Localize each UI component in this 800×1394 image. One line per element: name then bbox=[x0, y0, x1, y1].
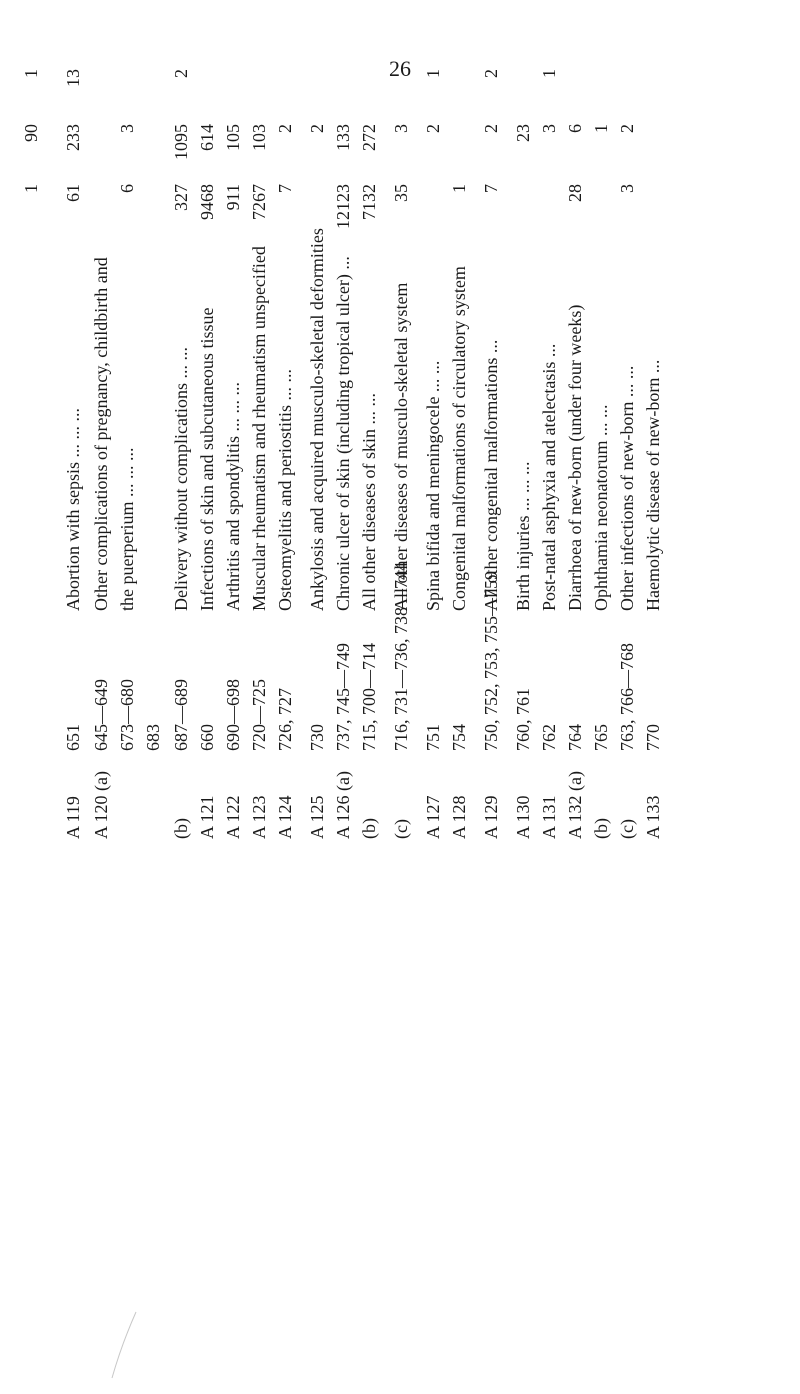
row-range: 770 bbox=[643, 724, 663, 751]
row-name: Abortion with sepsis ... ... ... bbox=[63, 407, 83, 611]
row-range: 737, 745—749 bbox=[333, 643, 353, 751]
row-code: (b) bbox=[171, 818, 191, 839]
row-range: 760, 761 bbox=[513, 688, 533, 751]
row-name: Ankylosis and acquired musculo-skeletal deformities bbox=[307, 228, 327, 611]
row-count-3: 2 bbox=[171, 69, 191, 78]
row-name: All other diseases of musculo-skeletal system bbox=[391, 282, 411, 611]
row-count-1: 12123 bbox=[333, 184, 353, 229]
row-name: All other congenital malformations ... bbox=[481, 339, 501, 611]
row-count-1: 1 bbox=[449, 184, 469, 193]
row-range: 765 bbox=[591, 724, 611, 751]
row-range: 726, 727 bbox=[275, 688, 295, 751]
row-range: 716, 731—736, 738—744 bbox=[391, 562, 411, 751]
row-count-2: 23 bbox=[513, 124, 533, 142]
pen-mark-icon bbox=[110, 1310, 138, 1380]
row-range: 730 bbox=[307, 724, 327, 751]
row-name: Other complications of pregnancy, childbirth and bbox=[91, 257, 111, 611]
row-range: 687—689 bbox=[171, 679, 191, 751]
row-range: 683 bbox=[143, 724, 163, 751]
row-code: A 130 bbox=[513, 795, 533, 839]
morbidity-table bbox=[0, 39, 800, 839]
row-count-2: 3 bbox=[391, 124, 411, 133]
row-range: 651 bbox=[63, 724, 83, 751]
row-count-1: 7 bbox=[481, 184, 501, 193]
row-count-3: 1 bbox=[539, 69, 559, 78]
row-code: A 127 bbox=[423, 795, 443, 839]
row-count-2: 2 bbox=[275, 124, 295, 133]
row-count-2: 1095 bbox=[171, 124, 191, 160]
row-range: 762 bbox=[539, 724, 559, 751]
row-count-2: 105 bbox=[223, 124, 243, 151]
row-name: Birth injuries ... ... ... bbox=[513, 461, 533, 611]
row-range: 750, 752, 753, 755—759 bbox=[481, 571, 501, 751]
row-code: A 124 bbox=[275, 795, 295, 839]
row-name: Chronic ulcer of skin (including tropical ulcer) ... bbox=[333, 256, 353, 611]
row-code: (b) bbox=[359, 818, 379, 839]
row-count-1: 7 bbox=[275, 184, 295, 193]
row-count-2: 1 bbox=[591, 124, 611, 133]
row-range: 673—680 bbox=[117, 679, 137, 751]
row-code: (c) bbox=[617, 819, 637, 839]
row-name: Other infections of new-born ... ... bbox=[617, 365, 637, 611]
row-name: Spina bifida and meningocele ... ... bbox=[423, 360, 443, 611]
row-code: (b) bbox=[591, 818, 611, 839]
row-name: Osteomyelitis and periostitis ... ... bbox=[275, 369, 295, 611]
row-code: A 126 (a) bbox=[333, 771, 353, 839]
row-count-3: 2 bbox=[481, 69, 501, 78]
row-name: Post-natal asphyxia and atelectasis ... bbox=[539, 343, 559, 611]
row-count-2: 3 bbox=[117, 124, 137, 133]
row-name: Delivery without complications ... ... bbox=[171, 347, 191, 611]
row-count-1: 911 bbox=[223, 184, 243, 211]
row-name: Haemolytic disease of new-born ... bbox=[643, 359, 663, 611]
row-code: A 122 bbox=[223, 795, 243, 839]
row-count-2: 103 bbox=[249, 124, 269, 151]
header-n3: 1 bbox=[21, 69, 41, 78]
row-count-2: 2 bbox=[423, 124, 443, 133]
row-count-1: 327 bbox=[171, 184, 191, 211]
row-name: Congenital malformations of circulatory system bbox=[449, 266, 469, 611]
row-code: A 123 bbox=[249, 795, 269, 839]
row-count-1: 7132 bbox=[359, 184, 379, 220]
row-count-3: 13 bbox=[63, 69, 83, 87]
row-code: A 132 (a) bbox=[565, 771, 585, 839]
row-range: 645—649 bbox=[91, 679, 111, 751]
row-count-1: 28 bbox=[565, 184, 585, 202]
row-count-1: 61 bbox=[63, 184, 83, 202]
row-code: A 125 bbox=[307, 795, 327, 839]
page-number: 26 bbox=[389, 56, 411, 81]
row-name: Muscular rheumatism and rheumatism unspecified bbox=[249, 246, 269, 611]
row-count-2: 6 bbox=[565, 124, 585, 133]
row-name: Infections of skin and subcutaneous tissue bbox=[197, 307, 217, 611]
row-name: Arthritis and spondylitis ... ... ... bbox=[223, 382, 243, 611]
row-count-2: 2 bbox=[307, 124, 327, 133]
row-range: 720—725 bbox=[249, 679, 269, 751]
row-count-1: 6 bbox=[117, 184, 137, 193]
row-count-2: 2 bbox=[481, 124, 501, 133]
row-name: Diarrhoea of new-born (under four weeks) bbox=[565, 304, 585, 611]
row-name: All other diseases of skin ... ... bbox=[359, 393, 379, 611]
header-n2: 90 bbox=[21, 124, 41, 142]
row-count-3: 1 bbox=[423, 69, 443, 78]
row-code: (c) bbox=[391, 819, 411, 839]
row-name: Ophthamia neonatorum ... ... bbox=[591, 404, 611, 611]
row-count-1: 7267 bbox=[249, 184, 269, 220]
header-n1: 1 bbox=[21, 184, 41, 193]
row-range: 690—698 bbox=[223, 679, 243, 751]
row-code: A 120 (a) bbox=[91, 771, 111, 839]
row-range: 763, 766—768 bbox=[617, 643, 637, 751]
row-range: 754 bbox=[449, 724, 469, 751]
row-name: the puerperium ... ... ... bbox=[117, 447, 137, 611]
row-range: 715, 700—714 bbox=[359, 643, 379, 751]
row-code: A 131 bbox=[539, 795, 559, 839]
row-count-2: 614 bbox=[197, 124, 217, 151]
row-count-1: 35 bbox=[391, 184, 411, 202]
row-count-2: 2 bbox=[617, 124, 637, 133]
row-count-2: 133 bbox=[333, 124, 353, 151]
row-range: 751 bbox=[423, 724, 443, 751]
row-count-1: 3 bbox=[617, 184, 637, 193]
row-code: A 128 bbox=[449, 795, 469, 839]
row-count-2: 233 bbox=[63, 124, 83, 151]
row-count-2: 272 bbox=[359, 124, 379, 151]
row-range: 764 bbox=[565, 724, 585, 751]
row-count-1: 9468 bbox=[197, 184, 217, 220]
row-range: 660 bbox=[197, 724, 217, 751]
row-code: A 121 bbox=[197, 795, 217, 839]
row-count-2: 3 bbox=[539, 124, 559, 133]
row-code: A 119 bbox=[63, 796, 83, 839]
row-code: A 133 bbox=[643, 795, 663, 839]
row-code: A 129 bbox=[481, 795, 501, 839]
